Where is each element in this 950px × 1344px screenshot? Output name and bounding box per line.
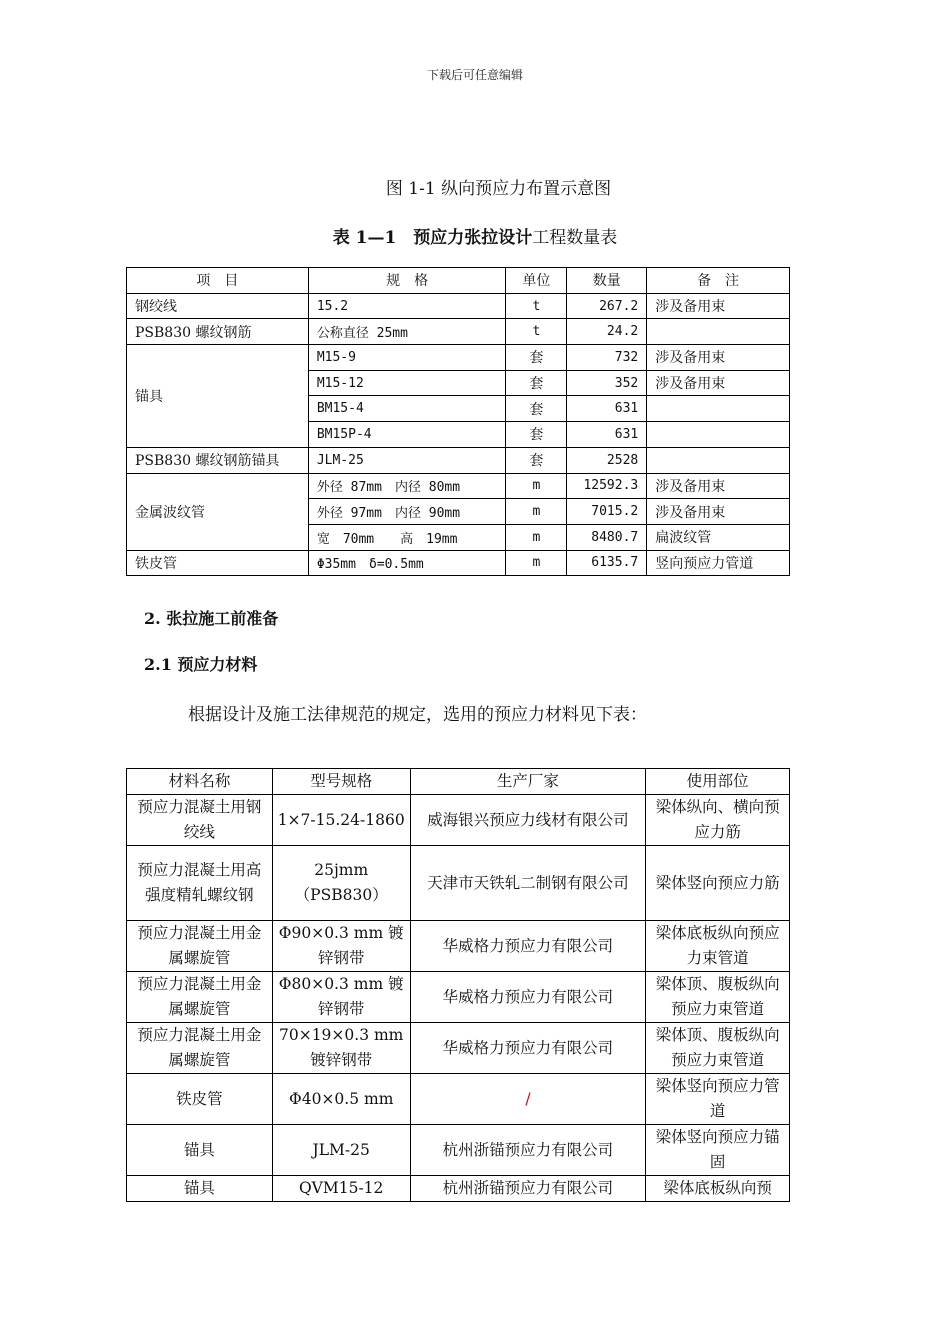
unit-cell: t [506,319,567,345]
qty-cell: 2528 [567,447,647,473]
unit-cell: m [506,524,567,550]
spec-cell: M15-12 [308,370,506,396]
qty-cell: 24.2 [567,319,647,345]
use-cell: 梁体竖向预应力锚固 [646,1125,790,1176]
name-cell: 预应力混凝土用金属螺旋管 [127,972,273,1023]
spec-cell: 外径 87mm 内径 80mm [308,473,506,499]
use-cell: 梁体竖向预应力管道 [646,1074,790,1125]
section-heading-2-1: 2.1 预应力材料 [144,655,258,674]
note-cell: 扁波纹管 [647,524,790,550]
name-cell: 预应力混凝土用高强度精轧螺纹钢 [127,846,273,921]
unit-cell: m [506,550,567,576]
unit-cell: 套 [506,345,567,371]
spec-cell: Φ80×0.3 mm 镀锌钢带 [272,972,410,1023]
table-row [127,1074,790,1125]
spec-cell: 25jmm（PSB830） [272,846,410,921]
qty-cell: 732 [567,345,647,371]
spec-cell: Φ40×0.5 mm [272,1074,410,1125]
header-note: 下载后可任意编辑 [426,68,523,82]
unit-cell: 套 [506,396,567,422]
use-cell: 梁体底板纵向预应力束管道 [646,921,790,972]
table-header-row [127,268,790,294]
qty-cell: 12592.3 [567,473,647,499]
note-cell [647,447,790,473]
use-cell: 梁体顶、腹板纵向预应力束管道 [646,972,790,1023]
qty-cell: 631 [567,422,647,448]
maker-cell: 华威格力预应力有限公司 [410,972,646,1023]
spec-cell: JLM-25 [272,1125,410,1176]
table1-title [0,223,950,248]
qty-cell: 267.2 [567,293,647,319]
qty-cell: 7015.2 [567,499,647,525]
spec-cell: 宽 70mm 高 19mm [308,524,506,550]
use-cell: 梁体纵向、横向预应力筋 [646,795,790,846]
spec-cell: Φ35mm δ=0.5mm [308,550,506,576]
table-row [127,1176,790,1202]
use-cell: 梁体顶、腹板纵向预应力束管道 [646,1023,790,1074]
table-row [127,550,790,576]
qty-cell: 631 [567,396,647,422]
table-header-row [127,769,790,795]
note-cell: 涉及备用束 [647,370,790,396]
table-row [127,473,790,499]
header-cell: 备 注 [647,268,790,294]
note-cell: 涉及备用束 [647,473,790,499]
note-cell: 涉及备用束 [647,293,790,319]
table-row [127,293,790,319]
name-cell: 铁皮管 [127,1074,273,1125]
qty-cell: 352 [567,370,647,396]
item-cell: 铁皮管 [127,550,309,576]
maker-cell: 华威格力预应力有限公司 [410,921,646,972]
header-cell: 生产厂家 [410,769,646,795]
spec-cell: JLM-25 [308,447,506,473]
header-cell: 单位 [506,268,567,294]
section-heading-2: 2. 张拉施工前准备 [144,609,279,628]
materials-table [126,768,790,1202]
unit-cell: m [506,499,567,525]
name-cell: 预应力混凝土用金属螺旋管 [127,1023,273,1074]
table-row [127,447,790,473]
unit-cell: 套 [506,370,567,396]
maker-cell: 杭州浙锚预应力有限公司 [410,1125,646,1176]
spec-cell: M15-9 [308,345,506,371]
spec-cell: 外径 97mm 内径 90mm [308,499,506,525]
spec-cell: 15.2 [308,293,506,319]
name-cell: 预应力混凝土用金属螺旋管 [127,921,273,972]
note-cell: 竖向预应力管道 [647,550,790,576]
spec-cell: Φ90×0.3 mm 镀锌钢带 [272,921,410,972]
unit-cell: m [506,473,567,499]
note-cell: 涉及备用束 [647,499,790,525]
note-cell [647,396,790,422]
maker-cell: 杭州浙锚预应力有限公司 [410,1176,646,1202]
table-row [127,972,790,1023]
unit-cell: 套 [506,422,567,448]
table-row [127,1023,790,1074]
note-cell [647,422,790,448]
item-cell: 锚具 [127,345,309,448]
spec-cell: BM15P-4 [308,422,506,448]
table-row [127,921,790,972]
figure-caption: 图 1-1 纵向预应力布置示意图 [385,179,612,199]
item-cell: 钢绞线 [127,293,309,319]
maker-cell: / [410,1074,646,1125]
maker-cell: 威海银兴预应力线材有限公司 [410,795,646,846]
maker-cell: 华威格力预应力有限公司 [410,1023,646,1074]
item-cell: PSB830 螺纹钢筋锚具 [127,447,309,473]
spec-cell: 1×7-15.24-1860 [272,795,410,846]
quantity-table [126,267,790,576]
table-row [127,1125,790,1176]
item-cell: 金属波纹管 [127,473,309,550]
header-cell: 规 格 [308,268,506,294]
use-cell: 梁体竖向预应力筋 [646,846,790,921]
name-cell: 锚具 [127,1176,273,1202]
name-cell: 预应力混凝土用钢绞线 [127,795,273,846]
header-cell: 使用部位 [646,769,790,795]
header-cell: 材料名称 [127,769,273,795]
qty-cell: 6135.7 [567,550,647,576]
unit-cell: t [506,293,567,319]
maker-cell: 天津市天铁轧二制钢有限公司 [410,846,646,921]
note-cell [647,319,790,345]
qty-cell: 8480.7 [567,524,647,550]
table-row [127,846,790,921]
table1-title-bold: 表 1—1 预应力张拉设计 [332,228,533,248]
name-cell: 锚具 [127,1125,273,1176]
header-cell: 数量 [567,268,647,294]
table-row [127,319,790,345]
spec-cell: 70×19×0.3 mm 镀锌钢带 [272,1023,410,1074]
item-cell: PSB830 螺纹钢筋 [127,319,309,345]
table-row [127,795,790,846]
spec-cell: QVM15-12 [272,1176,410,1202]
unit-cell: 套 [506,447,567,473]
spec-cell: BM15-4 [308,396,506,422]
note-cell: 涉及备用束 [647,345,790,371]
header-cell: 型号规格 [272,769,410,795]
table1-title-normal: 工程数量表 [532,228,618,248]
table-row [127,345,790,371]
body-paragraph: 根据设计及施工法律规范的规定，选用的预应力材料见下表： [188,705,647,725]
spec-cell: 公称直径 25mm [308,319,506,345]
use-cell: 梁体底板纵向预 [646,1176,790,1202]
header-cell: 项 目 [127,268,309,294]
